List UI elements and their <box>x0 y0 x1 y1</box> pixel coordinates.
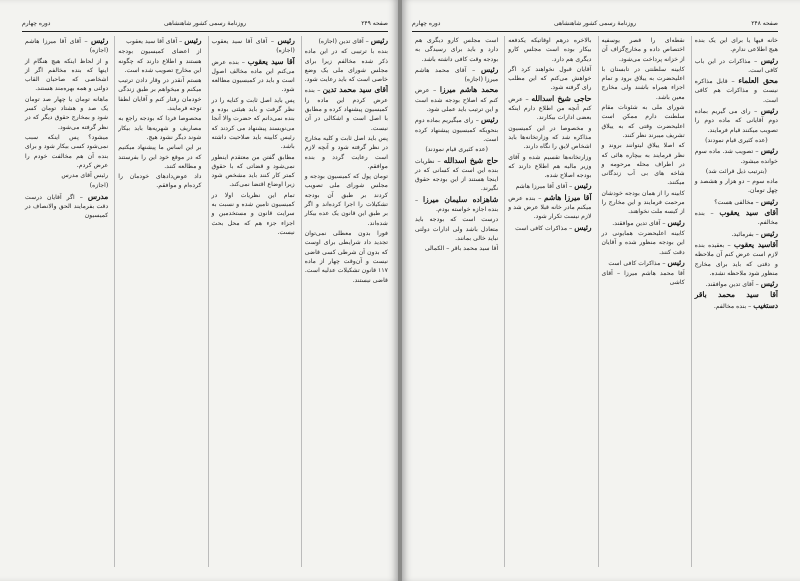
paragraph-text: – مخالفی هست؟ <box>714 198 759 206</box>
paragraph-text: آقا محمد هاشم میرزا – آقای کاشی <box>601 270 685 287</box>
paragraph <box>695 208 778 228</box>
paragraph <box>508 36 591 64</box>
paragraph <box>118 172 201 191</box>
paragraph-text: – آقای آقا میرزا هاشم (اجازه) <box>25 38 109 55</box>
paragraph <box>602 189 685 217</box>
text-column <box>208 36 295 567</box>
speaker-name: آقای سید یعقوب <box>719 208 778 218</box>
paragraph <box>415 85 498 114</box>
paragraph-text: کابینه سلطنتی در تابستان با اعلیحضرت به ییلاق برود و تمام اجزاء همراه باشند ولی مخارج معین باشد. <box>601 65 685 101</box>
paragraph <box>25 57 108 94</box>
paragraph <box>602 141 685 187</box>
paragraph <box>305 134 388 171</box>
paragraph <box>695 76 778 105</box>
paragraph <box>305 229 388 275</box>
text-columns <box>412 36 778 567</box>
newspaper-title: روزنامهٔ رسمی کشور شاهنشاهی <box>553 20 637 27</box>
speaker-name: محمد هاشم میرزا <box>439 85 499 95</box>
speaker-name: رئیس <box>184 36 202 45</box>
paragraph <box>25 181 108 190</box>
speaker-name: آقای سید محمد تدین <box>322 85 388 95</box>
paragraph <box>508 65 591 93</box>
paragraph <box>25 36 108 56</box>
paragraph-text: محصوصا فردا که بودجه راجع به مصاریف و شهریه‌ها باید بیکار شوند دیگر نشود هیچ. <box>118 115 202 141</box>
speaker-name: رئیس <box>480 115 499 125</box>
text-column <box>691 36 778 567</box>
paragraph-text: – آقای آقا میرزا هاشم <box>515 183 573 191</box>
header-rule <box>412 31 778 32</box>
paragraph-text: – اگر آقایان درست دقت بفرمایند الحق والانصاف در کمیسیون <box>25 193 109 220</box>
paragraph-text: – عرض کنم که اصلاح بودجه شده است و این ترتیب باید عملی شود. <box>415 87 499 114</box>
text-column <box>504 36 591 567</box>
paragraph-text: آقایان قبول نخواهند کرد اگر خواهش می‌کنم که این مطلب رای گرفته شود. <box>508 65 592 92</box>
paragraph <box>212 191 295 237</box>
paragraph-text: – رای می گیریم بماده دوم آقایانی که ماده دوم را تصویب میکنند قیام فرمایند. <box>694 108 778 134</box>
paragraph <box>415 195 498 215</box>
paragraph-text: از اعضای کمیسیون بودجه هستند و اطلاع دارند که چگونه این مخارج تصویب شده است. <box>118 48 202 74</box>
paragraph-text: تومان پول که کمیسیون بودجه و مجلس شورای ملی تصویب کردند بر طبق آن بودجه تشکیلات را اجرا کرده‌اند و اگر بر طبق این قانون یک عده بیکار شده‌اند. <box>304 173 388 227</box>
paragraph-text: میشود؟ پس اینکه سبب نمی‌شود کسی بیکار شود و برای بنده آن هم مخالفت خودم را عرض کردم. <box>25 133 109 169</box>
speaker-name: رئیس <box>760 146 778 156</box>
paragraph <box>695 197 778 207</box>
page-number: صفحه ۲۴۸ <box>751 20 778 27</box>
paragraph-text: – آقای آقا سید یعقوب <box>126 38 183 45</box>
paragraph <box>118 36 201 46</box>
paragraph-text: کابینه را از همان بودجه خودشان مرحمت فرمایند و این مخارج را از کیسه ملت نخواهند. <box>601 189 685 216</box>
paragraph-text: تمام این نظریات اولا در کمیسیون تامین شده و نسبت به سرایت قانون و مستخدمین و اجزاء جزء هم که محل بحث نیست. <box>211 191 295 236</box>
paragraph-text: (بترتیب ذیل قرائت شد) <box>705 167 767 175</box>
paragraph <box>212 57 295 95</box>
paragraph <box>508 223 591 233</box>
paragraph <box>305 172 388 228</box>
paragraph <box>118 114 201 142</box>
page-number: صفحه ۲۴۹ <box>361 20 388 27</box>
paragraph <box>118 143 201 171</box>
paragraph-text: آقا سید محمد باقر – الکمالی <box>424 245 499 253</box>
volume-label: دوره چهارم <box>412 20 441 27</box>
paragraph <box>695 146 778 166</box>
paragraph-text: (عده کثیری قیام نمودند) <box>425 146 488 154</box>
paragraph-text: – بنده مخالفم. <box>694 210 778 227</box>
paragraph <box>695 136 778 145</box>
paragraph-text: – مذاکرات کافی است <box>515 224 573 232</box>
paragraph-text: است مجلس کارو دیگری هم دارد و باید برای رسیدگی به بودجه وقت کافی داشته باشد. <box>415 37 499 63</box>
speaker-name: رئیس <box>574 222 592 232</box>
paragraph-text: شورای ملی به شئونات مقام سلطنت دارم ممکن است اعلیحضرت وقتی که به ییلاق تشریف میبرند نظر کنند. <box>601 104 685 139</box>
paragraph-text: پس باید اصل ثابت و کنایه را در نظر گرفت و باید هیئتی بوده و بنده نمی‌دانم که حضرت والا آنجا می‌نویسند پیشنهاد می کردند که رئیس کابینه باید صلاحیت داشته باشد. <box>211 96 295 151</box>
paragraph <box>415 215 498 243</box>
paragraph-text: – رای میگیریم بماده دوم بنحویکه کمیسیون پیشنهاد کرده است. <box>415 117 499 143</box>
paragraph-text: قاضی نیستند. <box>352 277 388 285</box>
paragraph-text: – بنده عرض میکنم مادر خانه قبلا عرض شد و لازم نیست تکرار شود. <box>508 194 592 221</box>
paragraph <box>602 103 685 140</box>
paragraph <box>25 133 108 170</box>
paragraph <box>25 95 108 132</box>
paragraph <box>602 65 685 102</box>
paragraph-text: هستم آنقدر در وقار دادن ترتیب میکنم و میخواهم بر طبق زندگی خودمان رفتار کنم و آقایان لطفا توجه فرمایند. <box>118 77 202 113</box>
paragraph <box>695 240 778 278</box>
paragraph-text: و از لحاظ اینکه هیچ هنگام از اینها که بنده مخالفم اگر از اشخاصی که صاحبان القاب دولتی و همه بهره‌مند هستند. <box>25 57 109 93</box>
page-header <box>412 20 778 30</box>
paragraph <box>602 258 685 268</box>
paragraph <box>415 36 498 64</box>
speaker-name: مدرس <box>87 191 109 201</box>
paragraph-text: – بنده عرض کردم این ماده را کمیسیون پیشنهاد کرده و مطابق با اصل است و اشکالی در آن نیست. <box>304 87 388 132</box>
paragraph-text: – تصویب شد. ماده سوم خوانده میشود. <box>694 148 778 165</box>
paragraph-text: درست است که بودجه باید متعادل باشد ولی ادارات دولتی نباید خالی بمانند. <box>415 216 499 242</box>
paragraph <box>602 269 685 288</box>
speaker-name: رئیس <box>90 36 109 45</box>
paragraph <box>212 96 295 152</box>
speaker-name: رئیس <box>760 106 778 116</box>
paragraph-text: – بفرمائید. <box>731 230 759 238</box>
paragraph <box>305 36 388 46</box>
text-column <box>412 36 498 567</box>
paragraph <box>508 193 591 222</box>
paragraph-text: – عرض کنم آنچه من اطلاع دارم اینکه بعضی ادارات بیکارند. <box>508 95 592 122</box>
paragraph-text: – قابل مذاکره نیست و مذاکرات هم کافی است. <box>694 78 778 104</box>
paragraph <box>695 229 778 239</box>
paragraph <box>118 76 201 113</box>
paragraph-text: – آقای تدین موافقند. <box>705 281 759 289</box>
speaker-name: رئیس <box>480 64 499 74</box>
speaker-name: رئیس <box>667 217 685 227</box>
speaker-name: رئیس <box>370 36 388 45</box>
paragraph-text: (عده کثیری قیام نمودند) <box>705 136 768 144</box>
paragraph <box>25 171 108 180</box>
newspaper-title: روزنامهٔ رسمی کشور شاهنشاهی <box>163 20 247 27</box>
paragraph-text: – آقای آقا سید یعقوب (اجازه) <box>211 38 295 55</box>
paragraph-text: – نظریات بنده این است که کسانی که در اینجا هستند از این بودجه حقوق نگیرند. <box>415 157 499 193</box>
paragraph <box>602 218 685 228</box>
speaker-name: آقاسید یعقوب <box>733 239 778 249</box>
speaker-name: حاجی شیخ اسدالله <box>531 93 592 103</box>
paragraph-text: ماده سوم – دو هزار و هشصد و چهل تومان. <box>694 178 778 195</box>
paragraph-text: کابینه اعلیحضرت همایونی در این بودجه منظور شده و آقایان دقت کنند. <box>601 229 685 256</box>
paragraph <box>695 177 778 196</box>
paragraph-text: (اجازه) <box>89 182 109 190</box>
volume-label: دوره چهارم <box>22 20 51 27</box>
paragraph-text: وزارتخانه‌ها تقسیم شده و آقای وزیر مالیه هم اطلاع دارند که بودجه اصلاح شده. <box>508 153 592 180</box>
paragraph <box>212 153 295 190</box>
speaker-name: رئیس <box>760 279 778 289</box>
speaker-name: رئیس <box>760 196 778 206</box>
paragraph-text: – بنده اجازه خواسته بودم. <box>415 196 499 214</box>
speaker-name: آقا سید محمد باقر دستغیب <box>694 290 778 310</box>
speaker-name: رئیس <box>760 55 778 65</box>
paragraph <box>415 156 498 194</box>
paragraph <box>508 124 591 152</box>
paragraph-text: – آقای محمد هاشم میرزا (اجازه) <box>415 66 499 84</box>
paragraph <box>415 115 498 144</box>
right-page <box>402 0 800 581</box>
paragraph-text: – آقای تدین موافقند. <box>612 219 666 227</box>
text-column <box>22 36 108 567</box>
paragraph <box>305 47 388 84</box>
paragraph <box>25 192 108 221</box>
header-rule <box>22 31 388 32</box>
text-column <box>598 36 685 567</box>
paragraph <box>508 94 591 123</box>
paragraph <box>118 47 201 75</box>
paragraph-text: – مذاکرات کافی است <box>608 259 666 267</box>
speaker-name: رئیس <box>667 257 685 267</box>
paragraph-text: خانه فیها یا برای این یک بنده هیچ اطلاعی ندارم. <box>694 37 778 54</box>
paragraph <box>695 56 778 76</box>
paragraph-text: مطابق گفتن من معتقدم اینطور نمی‌شود و قضاتی که با حقوق کمتر کار کنند باید مشخص شود زیرا اوضاع اقتضا نمی‌کند. <box>211 153 295 189</box>
paragraph <box>695 36 778 55</box>
speaker-name: رئیس <box>760 228 778 238</box>
speaker-name: محق العلماء <box>738 76 778 86</box>
paragraph <box>305 85 388 132</box>
paragraph-text: – آقای تدین (اجازه) <box>318 38 369 45</box>
speaker-name: حاج شیخ اسدالله <box>443 155 499 165</box>
paragraph <box>415 65 498 85</box>
paragraph-text: بالاخره درهم اوقاتیکه یکدفعه بیکار بوده است مجلس کارو دیگری هم دارد. <box>508 37 592 63</box>
paragraph <box>415 145 498 154</box>
paragraph-text: فورا بدون معطلی نمی‌توان تجدید داد شرایطی برای اوست که بدون آن شرطی کسی قاضی نیست و آن‌وقت چهار از ماده ۱۱۷ قانون تشکیلات عدلیه است. <box>304 229 388 275</box>
paragraph-text: – مذاکرات در این باب کافی است. <box>694 57 778 74</box>
paragraph <box>695 106 778 135</box>
page-header <box>22 20 388 30</box>
paragraph-text: بر این اساس ما پیشنهاد میکنیم که در موقع خود این را بفرستند و مطالعه کنند. <box>118 144 202 170</box>
paragraph-text: و مخصوصا در این کمیسیون مذاکره شد که وزارتخانه‌ها باید اشخاص لایق را نگاه دارند. <box>508 124 592 151</box>
paragraph <box>508 153 591 181</box>
text-column <box>114 36 201 567</box>
paragraph <box>415 244 498 253</box>
paragraph <box>695 279 778 289</box>
speaker-name: رئیس <box>277 36 295 45</box>
paragraph <box>305 276 388 285</box>
paragraph <box>602 36 685 64</box>
paragraph <box>695 290 778 311</box>
text-column <box>301 36 388 567</box>
paragraph <box>508 181 591 191</box>
speaker-name: آقا سید یعقوب <box>247 56 295 66</box>
paragraph-text: – بنده عرض می‌کنم این ماده مخالف اصول است و باید در کمیسیون مطالعه شود. <box>211 58 295 94</box>
paragraph-text: – بعقیده بنده لازم است عرض کنم آن ملاحظه و دقتی که باید برای مخارج منظور شود ملاحظه نشده. <box>694 241 778 277</box>
paragraph-text: ماهانه تومان یا چهار صد تومان یک صد و هشتاد تومان کسر شود و بمخارج حقوق دیگر که در نظر گرفته می‌شود. <box>25 95 109 131</box>
paragraph-text: – بنده مخالفم. <box>713 302 752 310</box>
paragraph-text: بنده با ترتیبی که در این ماده ذکر شده مخالفم زیرا برای مجلس شورای ملی یک وضع خاصی است که باید رعایت شود. <box>304 48 388 84</box>
paragraph <box>212 36 295 56</box>
paragraph-text: که اصلا ییلاق لیتوانند بروند و نظر فرمایند به بیچاره هائی که در اطراف محله مرحومه و شاخه های بی آب زندگانی میکنند. <box>601 142 685 187</box>
paragraph <box>602 229 685 257</box>
speaker-name: رئیس <box>574 181 592 191</box>
text-columns <box>22 36 388 567</box>
paragraph <box>695 167 778 176</box>
speaker-name: آقا میرزا هاشم <box>543 192 592 202</box>
paragraph-text: پس باید اصل ثابت و کلیه مخارج در نظر گرفته شود و آنچه لازم است رعایت گردد و بنده موافقم. <box>304 134 388 170</box>
paragraph-text: نقطه‌ای را قصر یوسفیه اختصاص داده و مخارج‌گزاف آن از خزانه پرداخت می‌شود. <box>601 37 685 63</box>
paragraph-text: رئیس آقای مدرس <box>61 172 109 180</box>
paragraph-text: داد عوض‌دادهای خودمان را کرده‌ام و موافقم. <box>118 173 202 190</box>
speaker-name: شاهزاده سلیمان میرزا <box>422 194 499 204</box>
left-page <box>0 0 398 581</box>
